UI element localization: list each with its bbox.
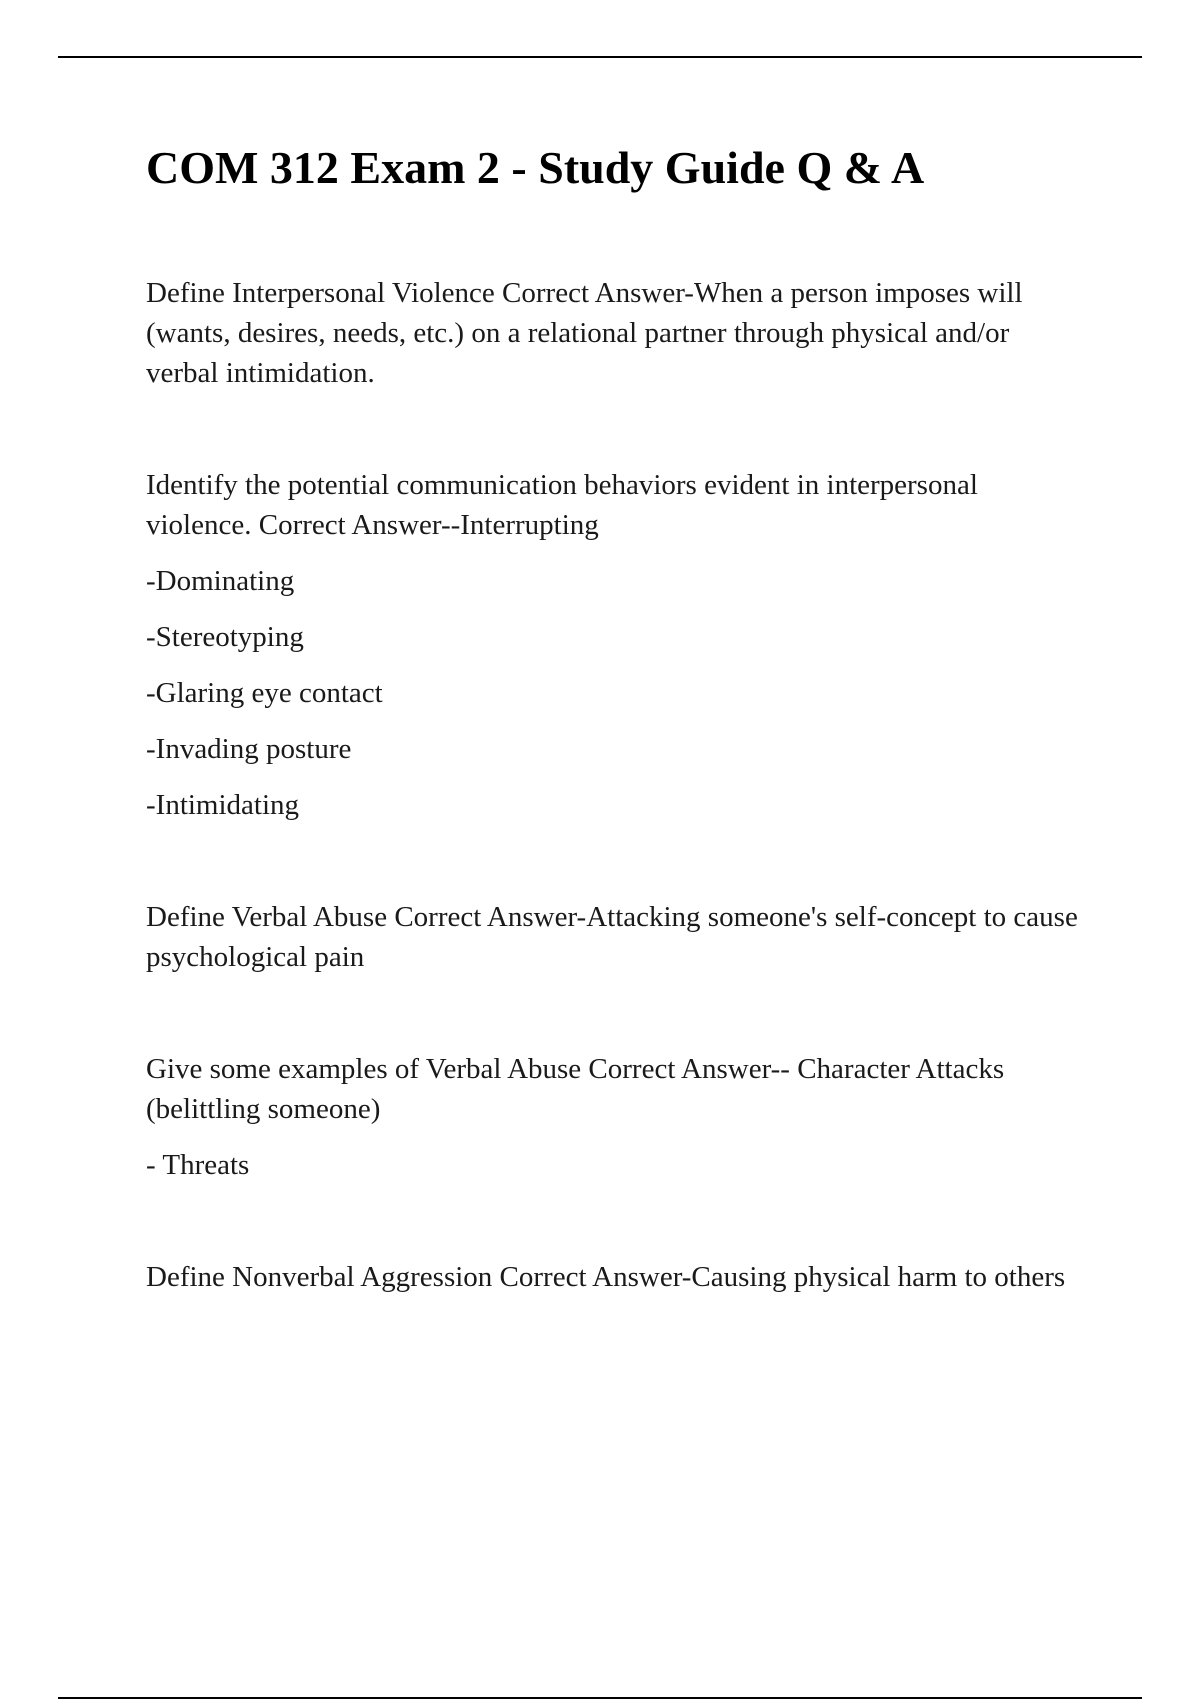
qa-text: Define Interpersonal Violence Correct Answer-When a person imposes will (wants, desires, needs, etc.) on a relational partner through physical and/or verbal intimidation. [146, 277, 1023, 390]
qa-continuation-line: -Invading posture [146, 733, 352, 766]
qa-text: Give some examples of Verbal Abuse Correct Answer-- Character Attacks (belittling someone) [146, 1053, 1005, 1126]
qa-text: Identify the potential communication behaviors evident in interpersonal violence. Correct Answer--Interrupting [146, 469, 978, 542]
qa-list [146, 273, 1086, 1297]
qa-continuation-line: -Dominating [146, 565, 295, 598]
qa-continuation-line: -Intimidating [146, 789, 300, 822]
qa-entry [146, 897, 1086, 977]
document-title: COM 312 Exam 2 - Study Guide Q & A [146, 142, 925, 193]
qa-continuation-line: - Threats [146, 1149, 250, 1182]
qa-entry [146, 1257, 1086, 1297]
qa-entry [146, 1049, 1086, 1185]
top-rule [58, 56, 1142, 58]
document-page [146, 140, 1086, 1297]
qa-text: Define Nonverbal Aggression Correct Answer-Causing physical harm to others [146, 1261, 1066, 1294]
qa-continuation-line: -Glaring eye contact [146, 677, 383, 710]
qa-continuation-line: -Stereotyping [146, 621, 304, 654]
qa-entry [146, 273, 1086, 393]
bottom-rule [58, 1697, 1142, 1699]
qa-text: Define Verbal Abuse Correct Answer-Attacking someone's self-concept to cause psychological pain [146, 901, 1078, 974]
qa-entry [146, 465, 1086, 825]
